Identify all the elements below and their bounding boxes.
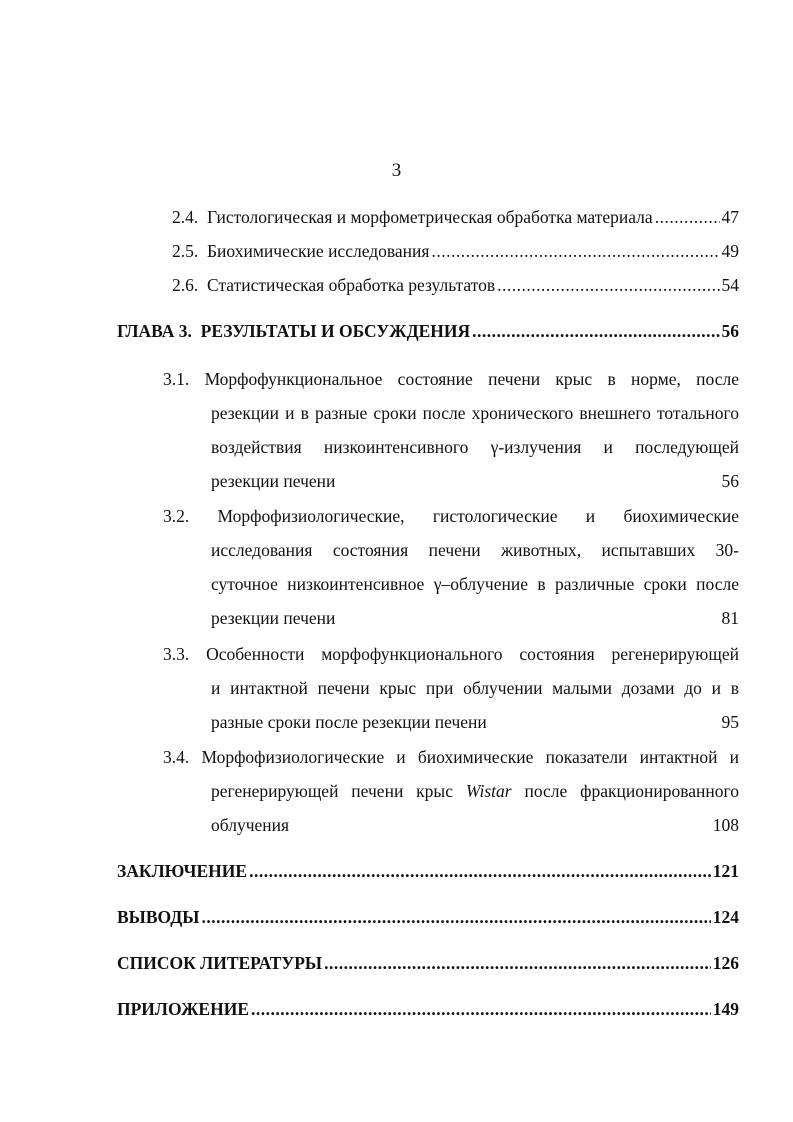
toc-title: ВЫВОДЫ xyxy=(117,907,200,927)
toc-title-line: Морфофизиологические, гистологические и биохимические xyxy=(217,506,739,526)
toc-title-line: Особенности морфофункционального состояния регенерирующей xyxy=(206,644,739,664)
toc-num: 3.2. xyxy=(163,506,190,526)
chapter-title: РЕЗУЛЬТАТЫ И ОБСУЖДЕНИЯ xyxy=(200,321,471,341)
dot-leader xyxy=(324,952,711,974)
dot-leader xyxy=(655,206,720,228)
toc-title: Статистическая обработка результатов xyxy=(207,275,496,295)
toc-entry-findings[interactable] xyxy=(117,906,739,928)
species-name: Wistar xyxy=(465,781,512,801)
toc-line xyxy=(163,505,739,527)
toc-entry-conclusion[interactable] xyxy=(117,860,739,882)
toc-title: Гистологическая и морфометрическая обработка материала xyxy=(207,207,653,227)
toc-line xyxy=(163,746,739,768)
dot-leader xyxy=(202,906,711,928)
toc-num: 2.5. xyxy=(172,241,199,261)
toc-line xyxy=(211,814,739,836)
toc-title-line: резекции печени xyxy=(211,471,336,491)
dot-leader xyxy=(472,320,719,342)
toc-num: 2.6. xyxy=(172,275,199,295)
toc-title-line: Морфофункциональное состояние печени крыс в норме, после xyxy=(204,369,739,389)
toc-line: суточное низкоинтенсивное γ–облучение в различные сроки после xyxy=(211,574,739,594)
toc-num: 3.1. xyxy=(163,369,190,389)
toc-page: 124 xyxy=(712,907,739,927)
dot-leader xyxy=(431,240,719,262)
page-number: 3 xyxy=(391,160,402,181)
chapter-label: ГЛАВА 3. xyxy=(117,321,192,341)
toc-line xyxy=(211,711,739,733)
toc-title: СПИСОК ЛИТЕРАТУРЫ xyxy=(117,953,323,973)
dot-leader xyxy=(249,860,711,882)
dot-leader xyxy=(497,274,719,296)
toc-page: 108 xyxy=(712,815,739,835)
toc-entry-appendix[interactable] xyxy=(117,998,739,1020)
toc-line: резекции и в разные сроки после хронического внешнего тотального xyxy=(211,403,739,423)
toc-entry-2-5[interactable] xyxy=(172,240,739,262)
toc-num: 3.4. xyxy=(163,747,190,767)
toc-line xyxy=(211,780,739,802)
toc-entry-2-4[interactable] xyxy=(172,206,739,228)
toc-title-line: облучения xyxy=(211,815,290,835)
toc-line xyxy=(211,470,739,492)
toc-line xyxy=(163,368,739,390)
toc-title-line: Морфофизиологические и биохимические показатели интактной и xyxy=(201,747,739,767)
toc-num: 2.4. xyxy=(172,207,199,227)
toc-title-line: после фракционированного xyxy=(524,781,739,801)
toc-line xyxy=(211,607,739,629)
toc-num: 3.3. xyxy=(163,644,190,664)
toc-page: 54 xyxy=(721,275,739,295)
toc-page: 49 xyxy=(721,241,739,261)
toc-page: 56 xyxy=(721,321,739,341)
toc-page: 81 xyxy=(721,608,739,628)
toc-entry-chapter-3[interactable] xyxy=(117,320,739,342)
toc-line: и интактной печени крыс при облучении малыми дозами до и в xyxy=(211,678,739,698)
toc-title-line: резекции печени xyxy=(211,608,336,628)
toc-title: Биохимические исследования xyxy=(207,241,430,261)
toc-title-line: регенерирующей печени крыс xyxy=(211,781,453,801)
dot-leader xyxy=(251,998,711,1020)
toc-line: воздействия низкоинтенсивного γ-излучения и последующей xyxy=(211,437,739,457)
toc-entry-references[interactable] xyxy=(117,952,739,974)
toc-line xyxy=(163,643,739,665)
toc-page: 95 xyxy=(721,712,739,732)
toc-line: исследования состояния печени животных, испытавших 30- xyxy=(211,540,739,560)
toc-title: ПРИЛОЖЕНИЕ xyxy=(117,999,250,1019)
toc-title-line: разные сроки после резекции печени xyxy=(211,712,487,732)
toc-page: 126 xyxy=(712,953,739,973)
toc-page: 121 xyxy=(712,861,739,881)
toc-entry-2-6[interactable] xyxy=(172,274,739,296)
toc-title: ЗАКЛЮЧЕНИЕ xyxy=(117,861,248,881)
toc-page: 47 xyxy=(721,207,739,227)
toc-page: 56 xyxy=(721,471,739,491)
toc-page: 149 xyxy=(712,999,739,1019)
